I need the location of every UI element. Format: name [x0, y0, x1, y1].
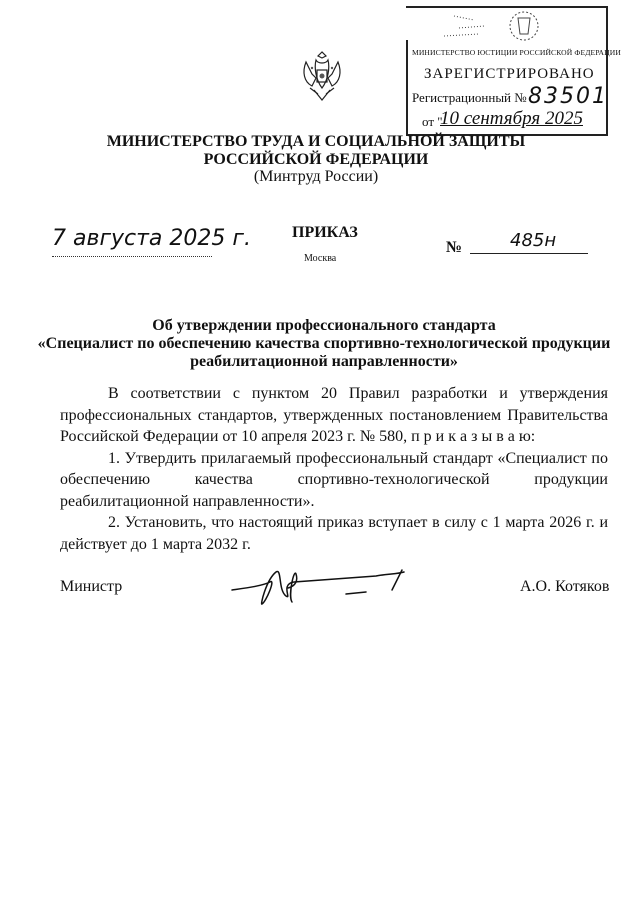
order-number-line — [470, 253, 588, 254]
order-date: 7 августа 2025 г. — [52, 226, 251, 251]
stamp-registered: ЗАРЕГИСТРИРОВАНО — [424, 66, 595, 82]
registration-stamp — [404, 4, 621, 138]
ministry-title-line1: МИНИСТЕРСТВО ТРУДА И СОЦИАЛЬНОЙ ЗАЩИТЫ — [106, 133, 526, 150]
order-number-label: № — [446, 239, 463, 256]
order-city: Москва — [304, 253, 337, 264]
signatory-position: Министр — [60, 578, 123, 595]
stamp-date-label: от " — [422, 114, 443, 129]
subject-line1: Об утверждении профессионального стандарта — [152, 317, 496, 334]
subject-line2: «Специалист по обеспечению качества спортивно-технологической продукции — [37, 335, 611, 352]
signatory-name: А.О. Котяков — [520, 578, 610, 595]
order-number-value: 485н — [510, 230, 557, 251]
stamp-date-value: 10 сентября 2025 — [440, 108, 583, 129]
order-date-line — [52, 256, 212, 258]
stamp-emblem-icon — [434, 6, 554, 46]
signature-image — [226, 560, 416, 610]
order-body — [60, 383, 608, 555]
paragraph-preamble: В соответствии с пунктом 20 Правил разработки и утверждения профессиональных стандартов, утвержденных постановлением Правительства Российской Федерации от 10 апреля 2023 г. № 580, п р и к а з ы в а ю: — [60, 385, 608, 445]
paragraph-item-2: 2. Установить, что настоящий приказ вступает в силу с 1 марта 2026 г. и действует до 1 марта 2032 г. — [60, 514, 608, 553]
stamp-reg-number-value: 83501 — [528, 84, 608, 109]
ministry-title-line2: РОССИЙСКОЙ ФЕДЕРАЦИИ — [203, 151, 429, 168]
stamp-ministry: МИНИСТЕРСТВО ЮСТИЦИИ РОССИЙСКОЙ ФЕДЕРАЦИИ — [412, 48, 621, 57]
stamp-reg-number-label: Регистрационный № — [412, 90, 527, 105]
order-title: ПРИКАЗ — [292, 224, 358, 241]
paragraph-item-1: 1. Утвердить прилагаемый профессиональный стандарт «Специалист по обеспечению качества спортивно-технологической продукции реабилитационной направленности». — [60, 449, 608, 510]
ministry-short-name: (Минтруд России) — [253, 168, 379, 185]
subject-line3: реабилитационной направленности» — [190, 353, 458, 370]
coat-of-arms-icon — [298, 48, 346, 104]
